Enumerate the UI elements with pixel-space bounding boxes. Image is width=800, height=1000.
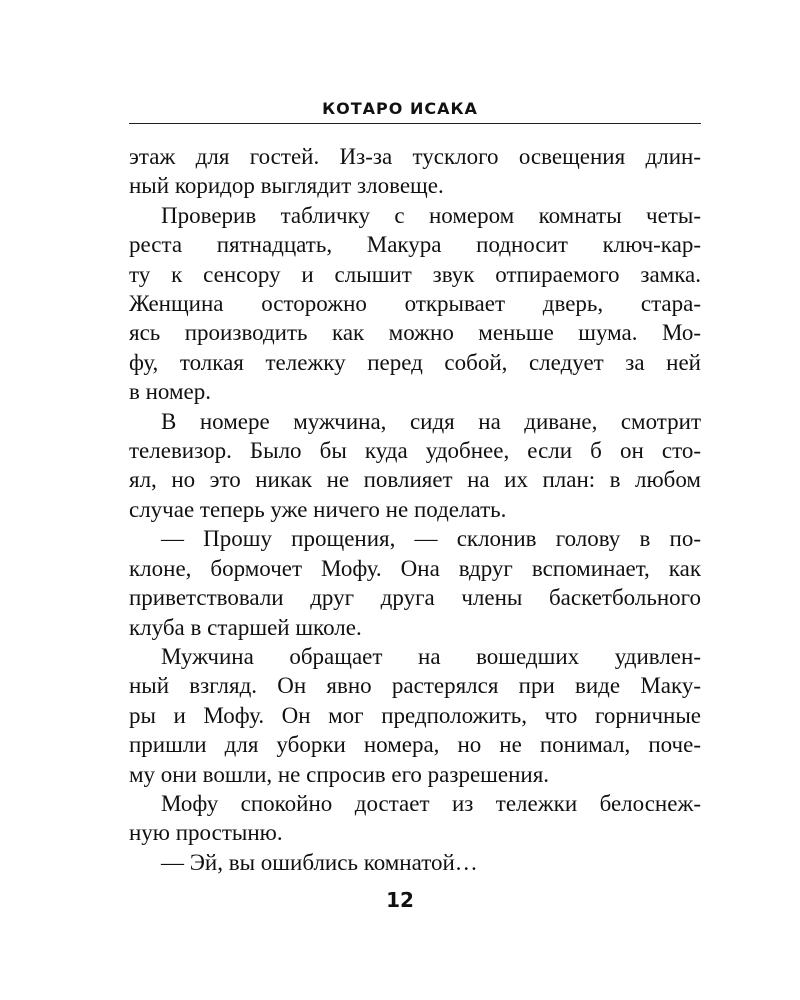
text-line: му они вошли, не спросив его разрешения. bbox=[129, 761, 550, 787]
text-line: Мужчина обращает на вошедших удивлен- bbox=[161, 643, 701, 669]
text-line: ту к сенсору и слышит звук отпираемого замка. bbox=[129, 261, 701, 287]
text-line: ры и Мофу. Он мог предположить, что горничные bbox=[129, 702, 701, 728]
body-text bbox=[129, 142, 701, 877]
text-line: Женщина осторожно открывает дверь, стара- bbox=[129, 291, 701, 317]
text-line: ную простыню. bbox=[129, 820, 283, 846]
text-line: Мофу спокойно достает из тележки белоснеж- bbox=[161, 790, 701, 816]
text-line: В номере мужчина, сидя на диване, смотрит bbox=[161, 408, 701, 434]
header-rule bbox=[129, 123, 701, 124]
text-line: Проверив табличку с номером комнаты четы- bbox=[161, 202, 701, 228]
text-line: клоне, бормочет Мофу. Она вдруг вспоминает, как bbox=[129, 555, 701, 581]
text-line: ял, но это никак не повлияет на их план: в любом bbox=[129, 467, 701, 493]
text-line: — Прошу прощения, — склонив голову в по- bbox=[161, 526, 701, 552]
text-line: в номер. bbox=[129, 379, 211, 405]
text-line: телевизор. Было бы куда удобнее, если б он сто- bbox=[129, 438, 701, 464]
running-header: КОТАРО ИСАКА bbox=[322, 99, 478, 118]
text-line: пришли для уборки номера, но не понимал, поче- bbox=[129, 732, 701, 758]
text-line: реста пятнадцать, Макура подносит ключ-кар- bbox=[129, 232, 701, 258]
text-line: фу, толкая тележку перед собой, следует за ней bbox=[129, 349, 701, 375]
page-number: 12 bbox=[386, 888, 414, 912]
text-line: случае теперь уже ничего не поделать. bbox=[129, 496, 507, 522]
text-line: ный взгляд. Он явно растерялся при виде Маку- bbox=[129, 673, 701, 699]
text-line: приветствовали друг друга члены баскетбольного bbox=[129, 585, 701, 611]
text-line: — Эй, вы ошиблись комнатой… bbox=[161, 849, 478, 875]
text-line: ясь производить как можно меньше шума. Мо- bbox=[129, 320, 701, 346]
text-line: клуба в старшей школе. bbox=[129, 614, 362, 640]
text-line: этаж для гостей. Из-за тусклого освещения длин- bbox=[129, 144, 701, 169]
text-line: ный коридор выглядит зловеще. bbox=[129, 173, 444, 199]
